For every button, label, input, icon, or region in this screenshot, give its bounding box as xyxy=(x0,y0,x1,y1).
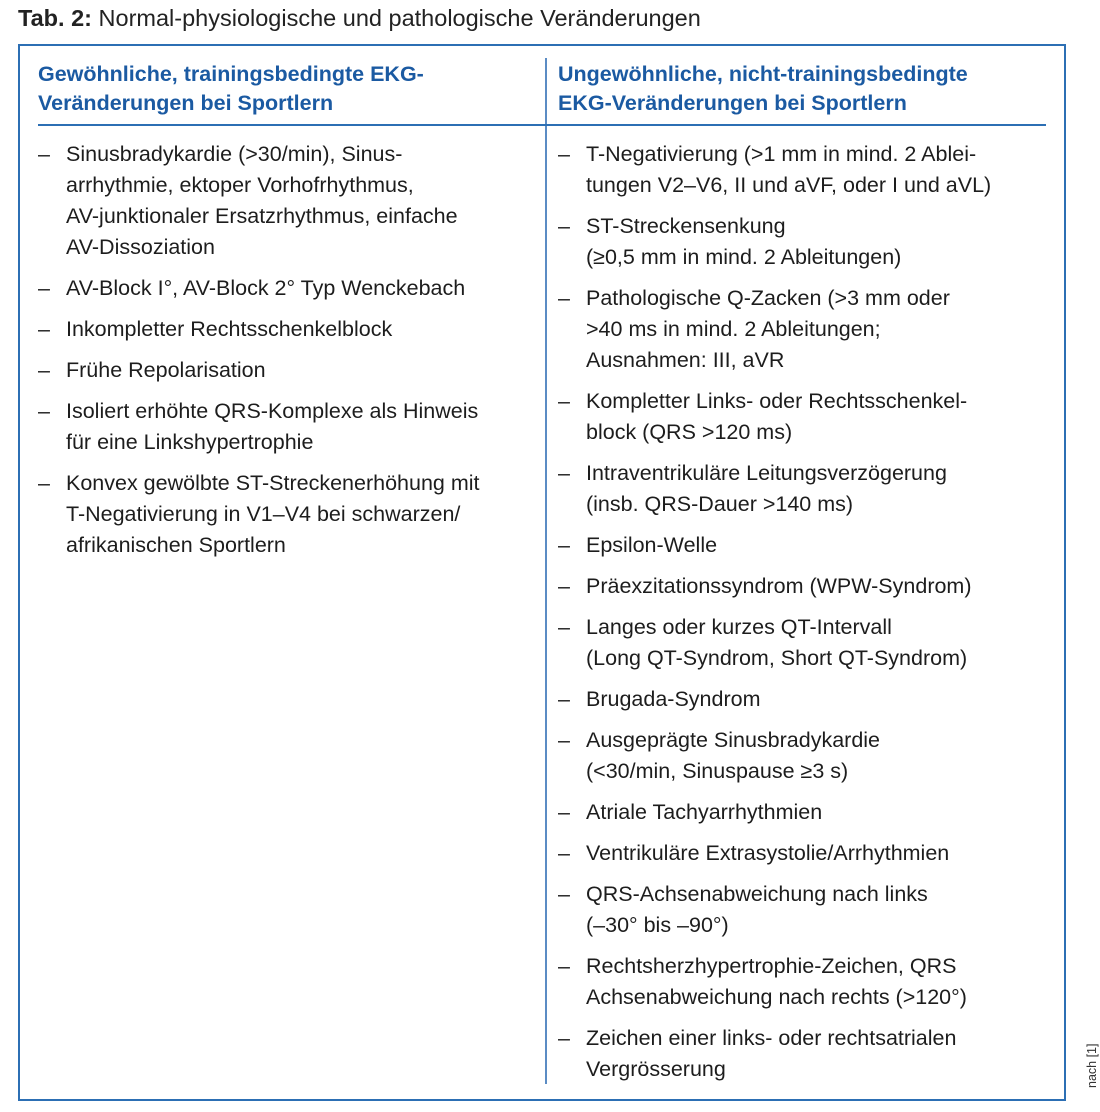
source-note: nach [1] xyxy=(1085,1043,1099,1088)
list-item-text: Epsilon-Welle xyxy=(586,533,718,557)
dash-bullet: – xyxy=(38,471,50,495)
list-item-text: (insb. QRS-Dauer >140 ms) xyxy=(586,492,854,516)
list-item xyxy=(558,1023,1058,1085)
list-item-text: afrikanischen Sportlern xyxy=(66,533,286,557)
column-divider xyxy=(545,58,547,1084)
list-item-text: Atriale Tachyarrhythmien xyxy=(586,800,823,824)
ecg-comparison-table xyxy=(18,44,1066,1101)
list-item xyxy=(558,139,1058,201)
list-item-text: Konvex gewölbte ST-Streckenerhöhung mit xyxy=(66,471,480,495)
list-item-text: (<30/min, Sinuspause ≥3 s) xyxy=(586,759,849,783)
list-item-text: Zeichen einer links- oder rechtsatrialen xyxy=(586,1026,957,1050)
list-item xyxy=(38,273,533,304)
header-divider xyxy=(38,124,1046,126)
list-item-text: QRS-Achsenabweichung nach links xyxy=(586,882,928,906)
list-item-text: arrhythmie, ektoper Vorhofrhythmus, xyxy=(66,173,414,197)
dash-bullet: – xyxy=(38,317,50,341)
list-item-text: Ausnahmen: III, aVR xyxy=(586,348,785,372)
list-item-text: Präexzitationssyndrom (WPW-Syndrom) xyxy=(586,574,972,598)
list-item xyxy=(558,725,1058,787)
caption-label: Tab. 2: xyxy=(18,5,92,31)
list-item-text: (≥0,5 mm in mind. 2 Ableitungen) xyxy=(586,245,902,269)
list-item xyxy=(558,386,1058,448)
list-item-text: Brugada-Syndrom xyxy=(586,687,761,711)
list-item xyxy=(38,396,533,458)
dash-bullet: – xyxy=(558,286,570,310)
dash-bullet: – xyxy=(558,687,570,711)
list-item xyxy=(558,797,1058,828)
list-item xyxy=(38,468,533,561)
column-header-non-training-related xyxy=(558,60,1048,118)
dash-bullet: – xyxy=(38,358,50,382)
list-item xyxy=(558,879,1058,941)
list-item xyxy=(558,838,1058,869)
list-item-text: ST-Streckensenkung xyxy=(586,214,786,238)
list-item-text: Sinusbradykardie (>30/min), Sinus- xyxy=(66,142,403,166)
dash-bullet: – xyxy=(558,882,570,906)
list-item xyxy=(38,139,533,263)
column-header-training-related xyxy=(38,60,528,118)
list-item-text: T-Negativierung in V1–V4 bei schwarzen/ xyxy=(66,502,461,526)
list-item-text: tungen V2–V6, II und aVF, oder I und aVL) xyxy=(586,173,992,197)
list-item-text: AV-Block I°, AV-Block 2° Typ Wenckebach xyxy=(66,276,466,300)
list-item-text: Langes oder kurzes QT-Intervall xyxy=(586,615,892,639)
list-item-text: Achsenabweichung nach rechts (>120°) xyxy=(586,985,967,1009)
list-item-text: >40 ms in mind. 2 Ableitungen; xyxy=(586,317,881,341)
list-item xyxy=(38,355,533,386)
dash-bullet: – xyxy=(38,399,50,423)
list-item xyxy=(38,314,533,345)
dash-bullet: – xyxy=(558,214,570,238)
dash-bullet: – xyxy=(38,142,50,166)
list-item xyxy=(558,951,1058,1013)
dash-bullet: – xyxy=(558,1026,570,1050)
list-item-text: Vergrösserung xyxy=(586,1057,726,1081)
header-line: Gewöhnliche, trainingsbedingte EKG- xyxy=(38,62,424,86)
training-related-list xyxy=(38,139,533,571)
list-item xyxy=(558,458,1058,520)
list-item-text: Frühe Repolarisation xyxy=(66,358,266,382)
header-line: Ungewöhnliche, nicht-trainingsbedingte xyxy=(558,62,968,86)
dash-bullet: – xyxy=(558,389,570,413)
list-item xyxy=(558,211,1058,273)
list-item-text: Pathologische Q-Zacken (>3 mm oder xyxy=(586,286,950,310)
list-item-text: Ausgeprägte Sinusbradykardie xyxy=(586,728,881,752)
list-item-text: (–30° bis –90°) xyxy=(586,913,729,937)
dash-bullet: – xyxy=(558,533,570,557)
caption-text: Normal-physiologische und pathologische Veränderungen xyxy=(98,5,701,31)
dash-bullet: – xyxy=(558,800,570,824)
dash-bullet: – xyxy=(38,276,50,300)
list-item-text: block (QRS >120 ms) xyxy=(586,420,793,444)
list-item xyxy=(558,684,1058,715)
list-item-text: T-Negativierung (>1 mm in mind. 2 Ablei- xyxy=(586,142,977,166)
dash-bullet: – xyxy=(558,615,570,639)
list-item xyxy=(558,530,1058,561)
list-item-text: AV-Dissoziation xyxy=(66,235,215,259)
list-item-text: Ventrikuläre Extrasystolie/Arrhythmien xyxy=(586,841,950,865)
dash-bullet: – xyxy=(558,574,570,598)
list-item-text: Intraventrikuläre Leitungsverzögerung xyxy=(586,461,947,485)
dash-bullet: – xyxy=(558,728,570,752)
dash-bullet: – xyxy=(558,461,570,485)
dash-bullet: – xyxy=(558,142,570,166)
list-item-text: Isoliert erhöhte QRS-Komplexe als Hinweis xyxy=(66,399,479,423)
list-item-text: Rechtsherzhypertrophie-Zeichen, QRS xyxy=(586,954,957,978)
list-item xyxy=(558,571,1058,602)
non-training-related-list xyxy=(558,139,1058,1095)
list-item-text: Kompletter Links- oder Rechtsschenkel- xyxy=(586,389,968,413)
dash-bullet: – xyxy=(558,954,570,978)
list-item-text: (Long QT-Syndrom, Short QT-Syndrom) xyxy=(586,646,968,670)
dash-bullet: – xyxy=(558,841,570,865)
list-item xyxy=(558,612,1058,674)
list-item-text: Inkompletter Rechtsschenkelblock xyxy=(66,317,393,341)
list-item-text: AV-junktionaler Ersatzrhythmus, einfache xyxy=(66,204,458,228)
header-line: Veränderungen bei Sportlern xyxy=(38,91,334,115)
list-item-text: für eine Linkshypertrophie xyxy=(66,430,314,454)
header-line: EKG-Veränderungen bei Sportlern xyxy=(558,91,907,115)
list-item xyxy=(558,283,1058,376)
table-caption xyxy=(18,2,701,34)
